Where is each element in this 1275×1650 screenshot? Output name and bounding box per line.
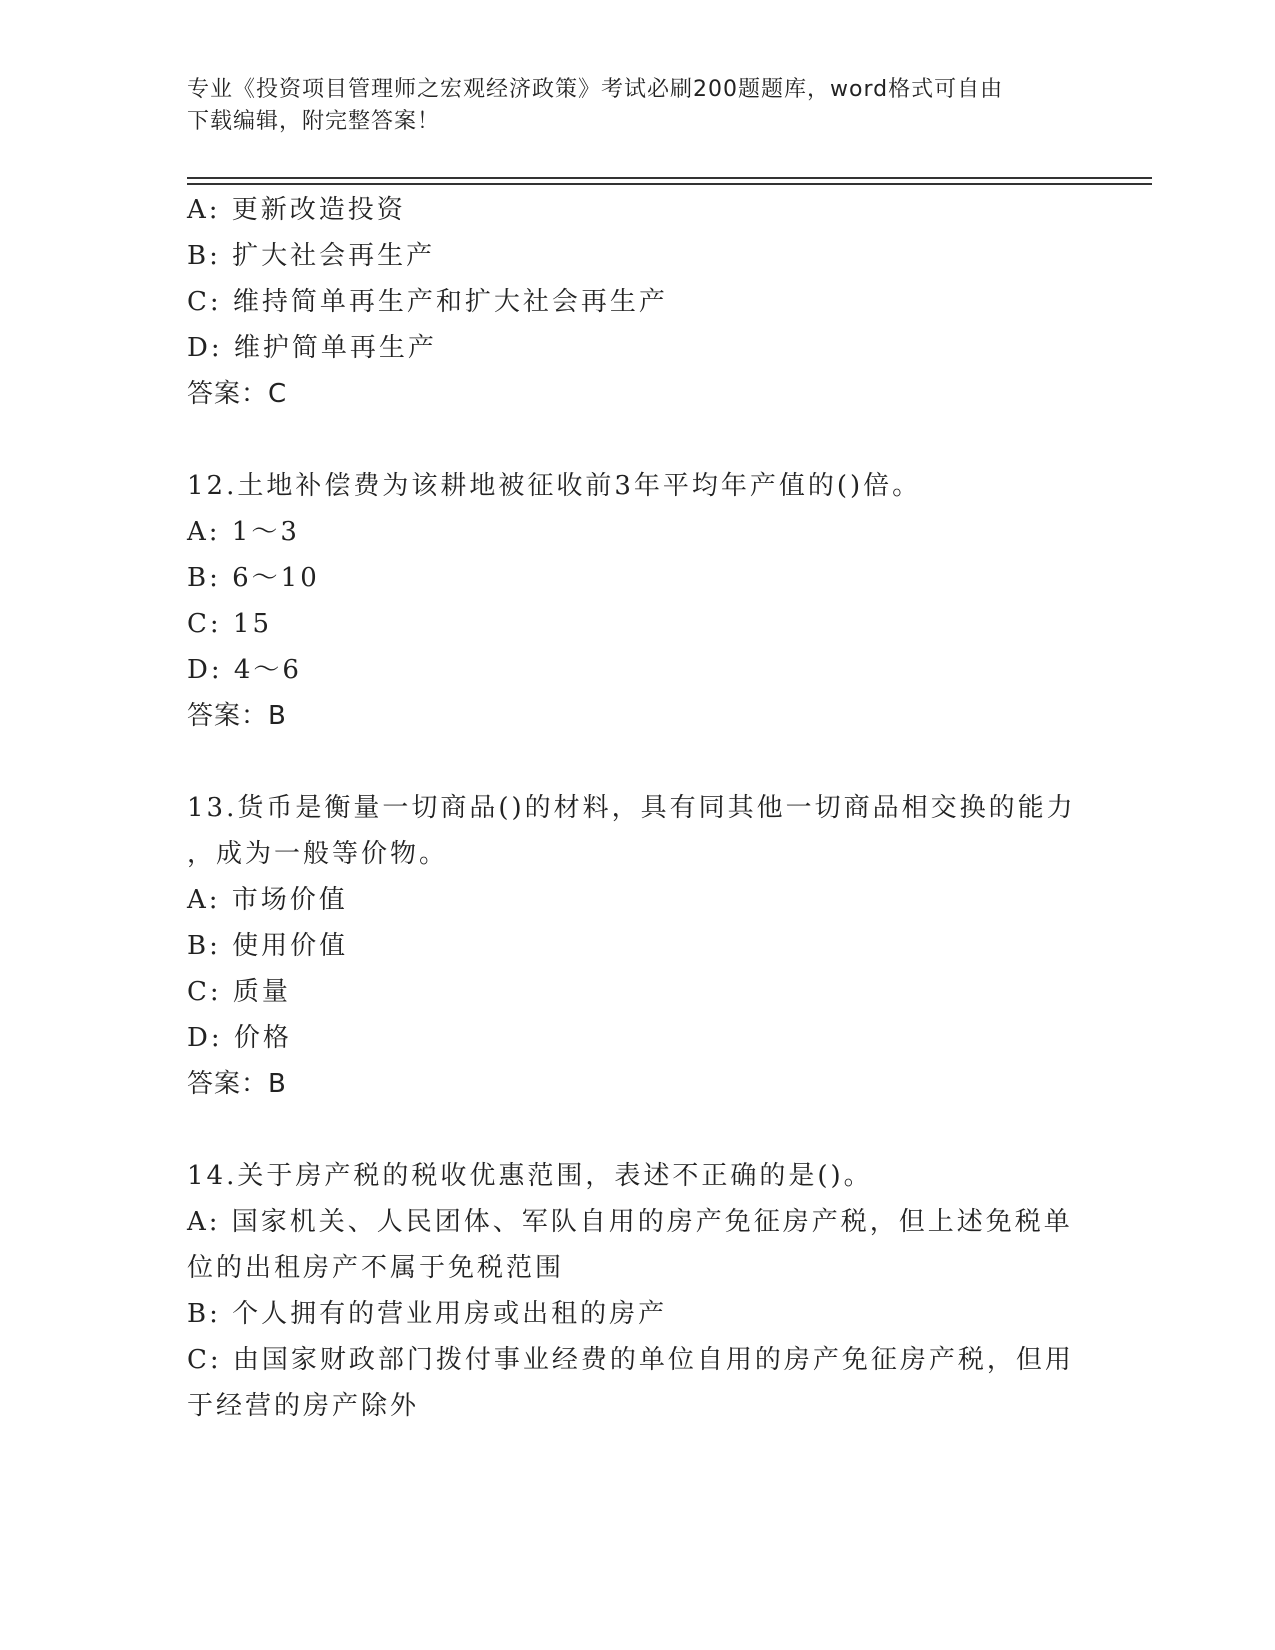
option-a: A: 更新改造投资 (187, 195, 406, 225)
option-b: B: 扩大社会再生产 (187, 241, 436, 271)
option-c-line-1: C: 由国家财政部门拨付事业经费的单位自用的房产免征房产税，但用 (187, 1345, 1074, 1375)
question-list (187, 187, 1087, 1429)
option-a-line-1: A: 国家机关、人民团体、军队自用的房产免征房产税，但上述免税单 (187, 1207, 1073, 1237)
question-text-line-2: ，成为一般等价物。 (187, 839, 449, 869)
question-12 (187, 463, 1087, 739)
spacer (187, 739, 1087, 785)
question-11 (187, 187, 1087, 417)
header-line-1: 专业《投资项目管理师之宏观经济政策》考试必刷200题题库，word格式可自由 (187, 77, 1004, 102)
option-b: B: 使用价值 (187, 931, 349, 961)
document-header (187, 74, 1087, 138)
spacer (187, 1107, 1087, 1153)
spacer (187, 417, 1087, 463)
option-b: B: 个人拥有的营业用房或出租的房产 (187, 1299, 668, 1329)
option-d: D: 维护简单再生产 (187, 333, 437, 363)
option-d: D: 价格 (187, 1023, 292, 1053)
header-line-2: 下载编辑，附完整答案！ (187, 109, 441, 134)
option-a-line-2: 位的出租房产不属于免税范围 (187, 1253, 565, 1283)
question-14 (187, 1153, 1087, 1429)
question-13 (187, 785, 1087, 1107)
option-d: D: 4～6 (187, 655, 302, 685)
option-c: C: 质量 (187, 977, 291, 1007)
answer-line: 答案：B (187, 701, 287, 731)
answer-line: 答案：B (187, 1069, 287, 1099)
header-rule-bottom (187, 183, 1152, 185)
question-text-line-1: 13.货币是衡量一切商品()的材料，具有同其他一切商品相交换的能力 (187, 793, 1076, 823)
option-a: A: 市场价值 (187, 885, 348, 915)
option-c-line-2: 于经营的房产除外 (187, 1391, 420, 1421)
option-b: B: 6～10 (187, 563, 320, 593)
option-c: C: 维持简单再生产和扩大社会再生产 (187, 287, 668, 317)
header-rule-top (187, 177, 1152, 179)
answer-line: 答案：C (187, 379, 288, 409)
question-text: 12.土地补偿费为该耕地被征收前3年平均年产值的()倍。 (187, 471, 922, 501)
question-text: 14.关于房产税的税收优惠范围，表述不正确的是()。 (187, 1161, 873, 1191)
option-c: C: 15 (187, 609, 273, 639)
option-a: A: 1～3 (187, 517, 300, 547)
